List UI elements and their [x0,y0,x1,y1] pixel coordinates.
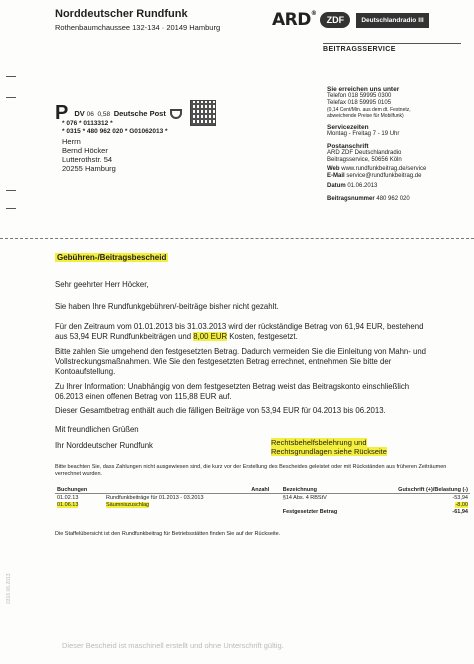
datamatrix-code [190,100,216,126]
fold-mark [6,97,16,98]
legal-note: Rechtsbehelfsbelehrung und Rechtsgrundlagen siehe Rückseite [271,438,387,456]
paragraph-5: Dieser Gesamtbetrag enthält auch die fälligen Beiträge von 53,94 EUR für 04.2013 bis 06.2013. [55,406,386,415]
barcode-text: * 076 * 0113312 * * 0315 * 480 962 020 * G01062013 * [62,120,168,135]
table-total-row: Festgesetzter Betrag -61,94 [282,508,468,515]
deutschlandradio-logo: Deutschlandradio III [356,13,428,28]
postage-p: P [55,102,69,124]
greeting: Sehr geehrter Herr Höcker, [55,280,149,289]
col-betrag: Gutschrift (+)/Belastung (-) [364,486,470,494]
staffel-note: Die Staffelübersicht ist den Rundfunkbeitrag für Betriebsstätten finden Sie auf der Rückseite. [55,531,281,537]
col-buchungen: Buchungen [55,486,104,494]
ard-logo: ARD® [272,10,317,30]
col-anzahl: Anzahl [249,486,281,494]
account-table [55,486,470,515]
fold-mark [6,208,16,209]
email-link[interactable]: service@rundfunkbeitrag.de [346,173,422,179]
beitragsnummer-line: Beitragsnummer 480 962 020 [327,196,410,202]
document-title: Gebühren-/Beitragsbescheid [57,253,167,262]
signature: Ihr Norddeutscher Rundfunk [55,441,153,450]
web-mail: Web www.rundfunkbeitrag.de/service E-Mail service@rundfunkbeitrag.de [327,166,427,179]
tear-line [0,238,474,239]
postal-address: Postanschrift ARD ZDF Deutschlandradio Beitragsservice, 50656 Köln [327,143,402,163]
sender-name: Norddeutscher Rundfunk [55,8,188,20]
postage-mark: P DV 06 0,58 Deutsche Post [55,102,182,125]
highlight-amount: 8,00 EUR [193,332,228,341]
post-horn-icon [170,109,182,119]
paragraph-4: Zu Ihrer Information: Unabhängig von dem festgesetzten Betrag weist das Beitragskonto einschließlich 06.2013 einen offenen Betrag von 115,88 EUR auf. [55,382,410,401]
payment-note: Bitte beachten Sie, dass Zahlungen nicht ausgewiesen sind, die kurz vor der Erstellung des Bescheides geleistet oder mit Rückständen aus früheren Zeiträumen verrechnet wurden. [55,464,447,477]
beitragsservice-label: BEITRAGSSERVICE [323,43,461,53]
paragraph-2: Für den Zeitraum vom 01.01.2013 bis 31.03.2013 wird der rückständige Betrag von 61,94 EUR, bestehend aus 53,94 EUR Rundfunkbeiträgen und 8,00 EUR Kosten, festgesetzt. [55,322,424,341]
recipient-address: Herrn Bernd Höcker Lutterothstr. 54 20255 Hamburg [62,137,116,173]
side-code: 0316 06.2013 [6,573,12,604]
fold-mark [6,76,16,77]
zdf-logo: ZDF [320,12,350,28]
table-row: 01.02.13 Rundfunkbeiträge für 01.2013 - 03.2013 §14 Abs. 4 RBStV -53,94 [57,494,468,501]
table-row: 01.06.13 Säumniszuschlag -8,00 [57,501,468,508]
contact-block: Sie erreichen uns unter Telefon 018 59995 0300 Telefax 018 59995 0105 (0,14 Cent/Min. aus dem dt. Festnetz, abweichende Preise für Mobilfunk) [327,86,411,119]
paragraph-3: Bitte zahlen Sie umgehend den festgesetzten Betrag. Dadurch vermeiden Sie die Einleitung von Mahn- und Vollstreckungsmaßnahmen. Wie Sie den festgesetzten Betrag errechnet, entnehmen Sie bitte der Kontoaufstellung. [55,347,427,376]
fold-mark [6,190,16,191]
closing: Mit freundlichen Grüßen [55,425,139,434]
web-link[interactable]: www.rundfunkbeitrag.de/service [341,166,427,172]
service-hours: Servicezeiten Montag - Freitag 7 - 19 Uhr [327,124,400,137]
paragraph-1: Sie haben Ihre Rundfunkgebühren/-beiträge bisher nicht gezahlt. [55,302,279,311]
date-line: Datum 01.06.2013 [327,183,378,189]
footer-note: Dieser Bescheid ist maschinell erstellt und ohne Unterschrift gültig. [62,641,284,650]
logo-bar [272,6,429,34]
sender-address: Rothenbaumchaussee 132-134 · 20149 Hamburg [55,23,221,32]
col-bezeichnung: Bezeichnung [281,486,365,494]
